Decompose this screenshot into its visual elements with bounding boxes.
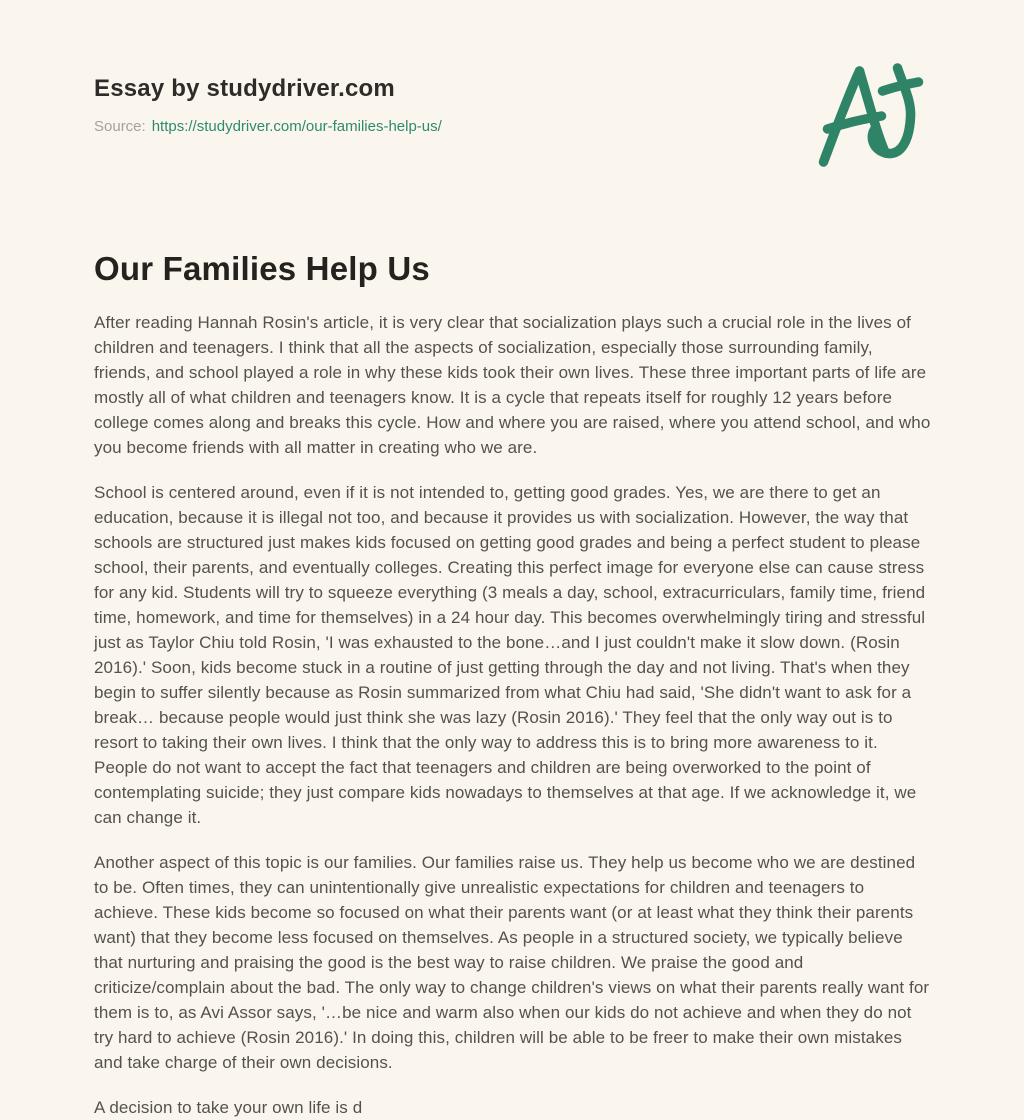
essay-paragraph-2: School is centered around, even if it is not intended to, getting good grades. Yes, we are there to get an education, because it is illegal not too, and because it provides us with socialization. However, the way that schools are structured just makes kids focused on getting good grades and being a perfect student to please school, their parents, and eventually colleges. Creating this perfect image for everyone else can cause stress for any kid. Students will try to squeeze everything (3 meals a day, school, extracurriculars, family time, friend time, homework, and time for themselves) in a 24 hour day. This becomes overwhelmingly tiring and stressful just as Taylor Chiu told Rosin, 'I was exhausted to the bone…and I just couldn't make it slow down. (Rosin 2016).' Soon, kids become stuck in a routine of just getting through the day and not living. That's when they begin to suffer silently because as Rosin summarized from what Chiu had said, 'She didn't want to ask for a break… because people would just think she was lazy (Rosin 2016).' They feel that the only way out is to resort to taking their own lives. I think that the only way to address this is to bring more awareness to it. People do not want to accept the fact that teenagers and children are being overworked to the point of contemplating suicide; they just compare kids nowadays to themselves at that age. If we acknowledge it, we can change it. xyxy=(94,483,926,827)
source-line xyxy=(94,117,930,136)
studydriver-logo xyxy=(812,58,930,170)
source-link[interactable]: https://studydriver.com/our-families-help-us/ xyxy=(151,118,442,135)
essay-paragraph-3: Another aspect of this topic is our families. Our families raise us. They help us become who we are destined to be. Often times, they can unintentionally give unrealistic expectations for children and teenagers to achieve. These kids become so focused on what their parents want (or at least what they think their parents want) that they become less focused on themselves. As people in a structured society, we typically believe that nurturing and praising the good is the best way to raise children. We praise the good and criticize/complain about the bad. The only way to change children's views on what their parents really want for them is to, as Avi Assor says, '…be nice and warm also when our kids do not achieve and when they do not try hard to achieve (Rosin 2016).' In doing this, children will be able to be freer to make their own mistakes and take charge of their own decisions. xyxy=(94,853,930,1072)
site-title: Essay by studydriver.com xyxy=(94,75,395,102)
essay-article xyxy=(94,248,930,1120)
source-label: Source: xyxy=(94,118,146,135)
document-header xyxy=(94,0,930,136)
essay-paragraph-4: A decision to take your own life is d xyxy=(94,1098,363,1117)
essay-paragraph-1: After reading Hannah Rosin's article, it is very clear that socialization plays such a crucial role in the lives of children and teenagers. I think that all the aspects of socialization, especially those surrounding family, friends, and school played a role in why these kids took their own lives. These three important parts of life are mostly all of what children and teenagers know. It is a cycle that repeats itself for roughly 12 years before college comes along and breaks this cycle. How and where you are raised, where you attend school, and who you become friends with all matter in creating who we are. xyxy=(94,313,931,457)
essay-title: Our Families Help Us xyxy=(94,250,430,287)
a-plus-grade-icon xyxy=(812,58,930,170)
